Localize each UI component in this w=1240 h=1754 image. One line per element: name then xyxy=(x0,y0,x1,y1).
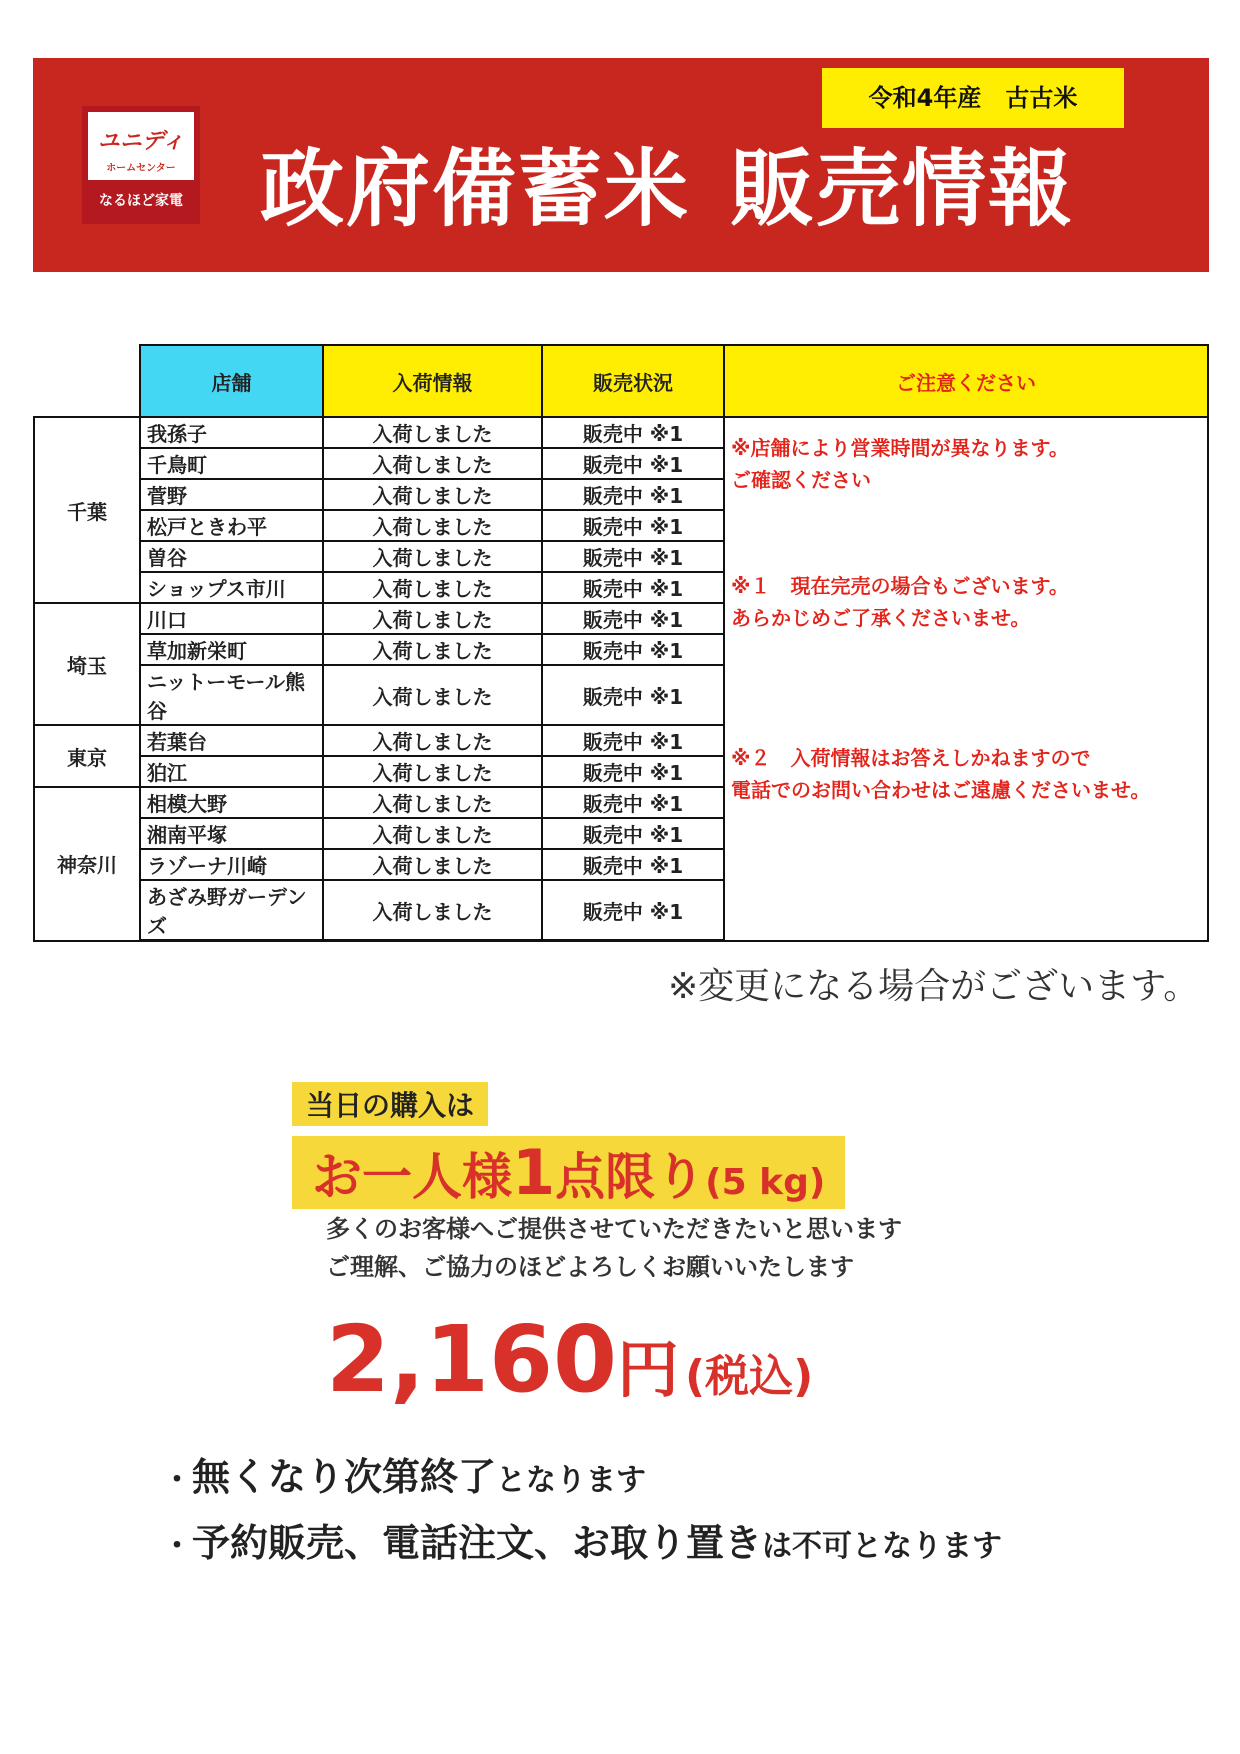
sales-status: 販売中 ※1 xyxy=(542,725,724,756)
limit-per-person: お一人様 xyxy=(312,1148,512,1206)
price-tax-note: (税込) xyxy=(685,1351,814,1402)
note-phone: ※２ 入荷情報はお答えしかねますので xyxy=(731,746,1091,770)
limit-count: 1 xyxy=(512,1136,556,1209)
header-status: 販売状況 xyxy=(542,345,724,417)
arrival-status: 入荷しました xyxy=(323,756,542,787)
arrival-status: 入荷しました xyxy=(323,603,542,634)
sales-status: 販売中 ※1 xyxy=(542,665,724,725)
arrival-status: 入荷しました xyxy=(323,849,542,880)
sales-status: 販売中 ※1 xyxy=(542,634,724,665)
price-unit: 円 xyxy=(617,1333,680,1406)
store-name: 曽谷 xyxy=(140,541,323,572)
region-saitama: 埼玉 xyxy=(34,603,140,725)
note-hours-confirm: ご確認ください xyxy=(731,468,871,492)
bullet-dot: ・ xyxy=(162,1529,192,1564)
note-soldout: ※１ 現在完売の場合もございます。 xyxy=(731,574,1069,598)
bullet-2-rest: は不可となります xyxy=(762,1529,1003,1564)
region-tokyo: 東京 xyxy=(34,725,140,787)
sales-status: 販売中 ※1 xyxy=(542,541,724,572)
store-name: 我孫子 xyxy=(140,417,323,448)
bullet-no-reservation xyxy=(162,1512,1002,1567)
store-name: 相模大野 xyxy=(140,787,323,818)
purchase-limit-heading: 当日の購入は xyxy=(292,1082,488,1126)
arrival-status: 入荷しました xyxy=(323,880,542,941)
purchase-limit-text xyxy=(292,1136,845,1209)
title-main: 政府備蓄米 xyxy=(260,140,691,238)
sales-status: 販売中 ※1 xyxy=(542,787,724,818)
store-name: ニットーモール熊谷 xyxy=(140,665,323,725)
arrival-status: 入荷しました xyxy=(323,818,542,849)
store-name: 若葉台 xyxy=(140,725,323,756)
region-chiba: 千葉 xyxy=(34,417,140,603)
store-name: あざみ野ガーデンズ xyxy=(140,880,323,941)
unidy-logo xyxy=(82,106,200,224)
note-phone-refrain: 電話でのお問い合わせはご遠慮くださいませ。 xyxy=(731,778,1151,802)
table-header-row xyxy=(34,345,1208,417)
store-name: 千鳥町 xyxy=(140,448,323,479)
sales-status: 販売中 ※1 xyxy=(542,818,724,849)
page-title xyxy=(260,122,1074,243)
note-soldout-apology: あらかじめご了承くださいませ。 xyxy=(731,606,1031,630)
arrival-status: 入荷しました xyxy=(323,787,542,818)
message-line-2: ご理解、ご協力のほどよろしくお願いいたします xyxy=(326,1253,854,1281)
store-name: ラゾーナ川崎 xyxy=(140,849,323,880)
header-blank-cell xyxy=(34,345,140,417)
customer-message xyxy=(326,1210,902,1286)
header-store: 店舗 xyxy=(140,345,323,417)
store-name: 草加新栄町 xyxy=(140,634,323,665)
limit-unit: 点限り xyxy=(555,1148,706,1206)
sales-status: 販売中 ※1 xyxy=(542,510,724,541)
bullet-sold-out xyxy=(162,1446,646,1501)
message-line-1: 多くのお客様へご提供させていただきたいと思います xyxy=(326,1215,902,1243)
arrival-status: 入荷しました xyxy=(323,665,542,725)
sales-status: 販売中 ※1 xyxy=(542,448,724,479)
arrival-status: 入荷しました xyxy=(323,510,542,541)
store-name: 松戸ときわ平 xyxy=(140,510,323,541)
limit-weight: (5 kg) xyxy=(705,1162,826,1203)
rice-year-badge: 令和4年産 古古米 xyxy=(822,68,1124,128)
sales-status: 販売中 ※1 xyxy=(542,603,724,634)
arrival-status: 入荷しました xyxy=(323,725,542,756)
store-stock-table xyxy=(33,344,1209,942)
price-value: 2,160 xyxy=(326,1306,618,1413)
sales-status: 販売中 ※1 xyxy=(542,417,724,448)
store-name: 川口 xyxy=(140,603,323,634)
bullet-1-emphasis: 無くなり次第終了 xyxy=(192,1455,497,1499)
bullet-dot: ・ xyxy=(162,1463,192,1498)
sales-status: 販売中 ※1 xyxy=(542,756,724,787)
store-name: 菅野 xyxy=(140,479,323,510)
arrival-status: 入荷しました xyxy=(323,417,542,448)
bullet-1-rest: となります xyxy=(496,1463,647,1498)
sales-status: 販売中 ※1 xyxy=(542,572,724,603)
arrival-status: 入荷しました xyxy=(323,634,542,665)
arrival-status: 入荷しました xyxy=(323,541,542,572)
arrival-status: 入荷しました xyxy=(323,448,542,479)
sales-status: 販売中 ※1 xyxy=(542,479,724,510)
sales-status: 販売中 ※1 xyxy=(542,849,724,880)
store-name: 狛江 xyxy=(140,756,323,787)
store-name: 湘南平塚 xyxy=(140,818,323,849)
header-notice: ご注意ください xyxy=(724,345,1208,417)
notice-cell xyxy=(724,417,1208,941)
logo-brand: ユニディ xyxy=(97,129,185,154)
arrival-status: 入荷しました xyxy=(323,572,542,603)
header-arrival: 入荷情報 xyxy=(323,345,542,417)
store-name: ショップス市川 xyxy=(140,572,323,603)
purchase-limit-block xyxy=(292,1082,912,1209)
table-row xyxy=(34,417,1208,448)
logo-subtitle: ホームセンター xyxy=(106,163,176,174)
change-notice: ※変更になる場合がございます。 xyxy=(668,966,1200,1007)
arrival-status: 入荷しました xyxy=(323,479,542,510)
price xyxy=(326,1306,813,1413)
title-sub: 販売情報 xyxy=(730,140,1075,238)
region-kanagawa: 神奈川 xyxy=(34,787,140,941)
logo-badge xyxy=(88,112,194,180)
note-hours: ※店舗により営業時間が異なります。 xyxy=(731,436,1069,460)
sales-status: 販売中 ※1 xyxy=(542,880,724,941)
logo-tagline: なるほど家電 xyxy=(99,193,183,209)
bullet-2-emphasis: 予約販売、電話注文、お取り置き xyxy=(192,1521,763,1565)
